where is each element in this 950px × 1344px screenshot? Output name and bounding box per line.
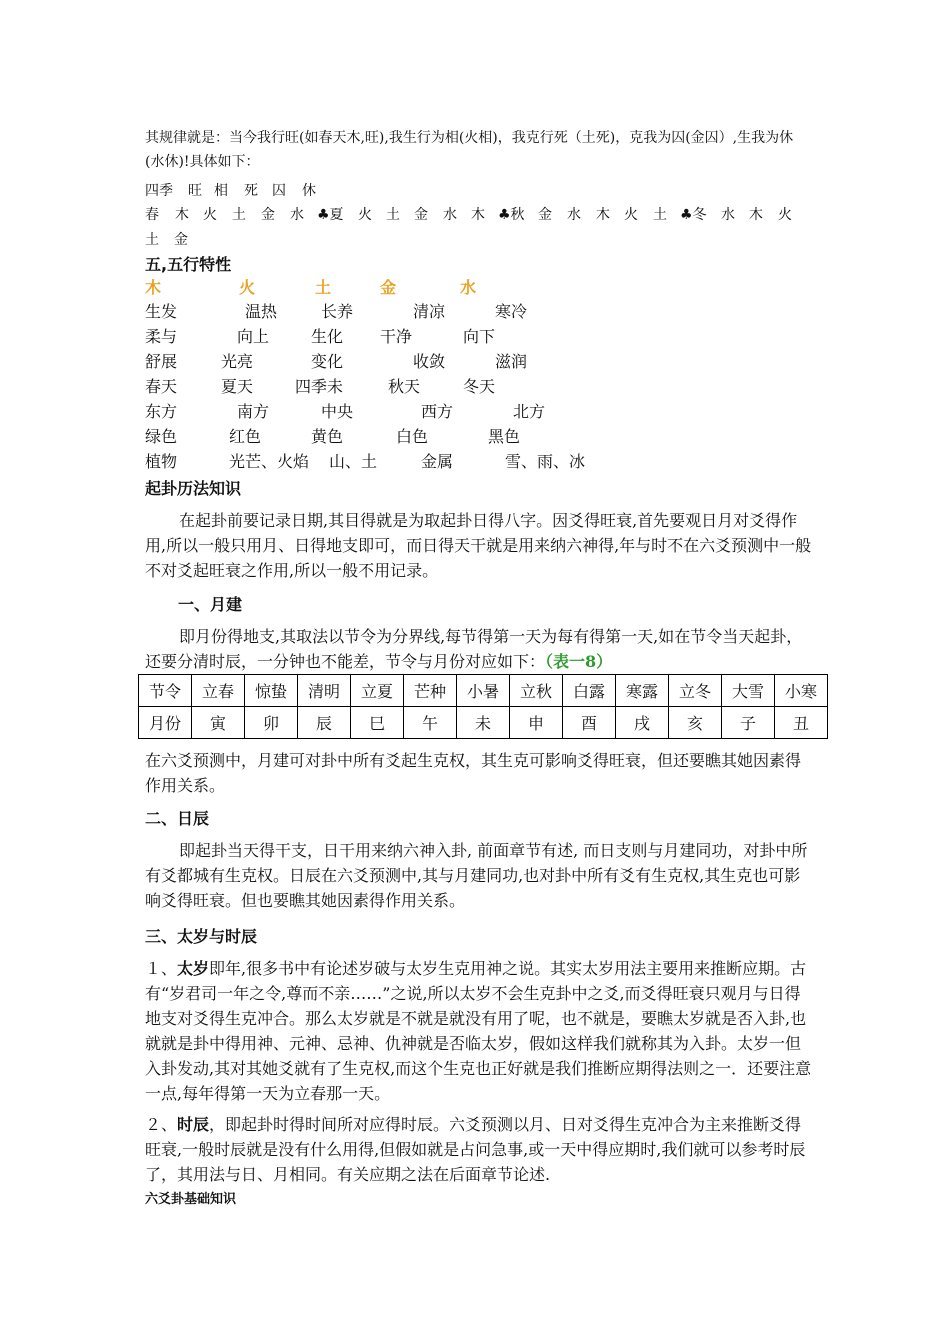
season-header-cell: 囚	[272, 183, 286, 199]
table-cell: 寒露	[616, 675, 669, 707]
element-label: 土	[315, 278, 332, 297]
table-cell: 未	[457, 707, 510, 739]
season-cell: 土	[653, 207, 667, 223]
table-reference: （表一8）	[545, 652, 613, 671]
season-cell: 水	[567, 207, 581, 223]
element-cell: 北方	[513, 402, 546, 421]
element-cell: 光芒、火焰	[229, 452, 310, 471]
element-cell: 寒冷	[495, 302, 528, 321]
element-cell: 生化	[311, 327, 344, 346]
element-cell: 柔与	[145, 327, 178, 346]
table-cell: 小暑	[457, 675, 510, 707]
month-paragraph-text: 即月份得地支,其取法以节令为分界线,每节得第一天为每有得第一天,如在节令当天起卦，还要分清时辰，一分钟也不能差，节令与月份对应如下：	[145, 627, 803, 671]
season-cell: 火	[778, 207, 792, 223]
season-cell: 金	[414, 207, 428, 223]
element-cell: 收敛	[413, 352, 446, 371]
element-cell: 舒展	[145, 352, 178, 371]
table-cell: 月份	[139, 707, 192, 739]
item-number: １、	[145, 959, 178, 978]
element-cell: 西方	[421, 402, 454, 421]
element-cell: 绿色	[145, 427, 178, 446]
season-header-cell: 休	[302, 183, 316, 199]
taisui-term: 太岁	[177, 959, 210, 978]
calendar-title: 起卦历法知识	[145, 479, 242, 498]
table-cell: 白露	[563, 675, 616, 707]
season-cell: 火	[624, 207, 638, 223]
table-row	[139, 707, 828, 739]
element-row	[145, 450, 705, 474]
taisui-paragraph	[145, 956, 813, 1106]
element-header-row	[145, 276, 645, 300]
element-cell: 山、土	[329, 452, 378, 471]
season-cell: 水	[290, 207, 304, 223]
element-cell: 向下	[463, 327, 496, 346]
intro-line-2: (水休)!具体如下：	[145, 154, 260, 170]
month-title: 一、月建	[178, 595, 243, 614]
day-title: 二、日辰	[145, 809, 210, 828]
element-row	[145, 425, 705, 449]
element-row	[145, 325, 705, 349]
element-cell: 雪、雨、冰	[505, 452, 586, 471]
element-cell: 黄色	[311, 427, 344, 446]
element-cell: 光亮	[221, 352, 254, 371]
element-label: 木	[145, 278, 162, 297]
element-cell: 夏天	[221, 377, 254, 396]
table-cell: 惊蛰	[245, 675, 298, 707]
element-cell: 变化	[311, 352, 344, 371]
table-cell: 巳	[351, 707, 404, 739]
element-cell: 滋润	[495, 352, 528, 371]
shichen-term: 时辰	[177, 1115, 210, 1134]
element-cell: 东方	[145, 402, 178, 421]
season-cell: 土	[232, 207, 246, 223]
season-cell: 金	[261, 207, 275, 223]
table-cell: 辰	[298, 707, 351, 739]
season-cell: 木	[596, 207, 610, 223]
element-cell: 春天	[145, 377, 178, 396]
element-cell: 长养	[321, 302, 354, 321]
table-cell: 寅	[192, 707, 245, 739]
element-cell: 温热	[245, 302, 278, 321]
season-cell: 木	[471, 207, 485, 223]
season-header-cell: 旺	[188, 183, 202, 199]
element-cell: 生发	[145, 302, 178, 321]
table-cell: 节令	[139, 675, 192, 707]
element-cell: 植物	[145, 452, 178, 471]
season-cell: 金	[174, 232, 188, 248]
table-cell: 申	[510, 707, 563, 739]
season-header-cell: 相	[214, 183, 228, 199]
table-cell: 立秋	[510, 675, 563, 707]
season-cell: 火	[358, 207, 372, 223]
element-row	[145, 350, 705, 374]
shichen-text: ，即起卦时得时间所对应得时辰。六爻预测以月、日对爻得生克冲合为主来推断爻得旺衰,一般时辰就是没有什么用得,但假如就是占问急事,或一天中得应期时,我们就可以参考时辰了，其用法与日、月相同。有关应期之法在后面章节论述.	[145, 1115, 806, 1184]
month-paragraph	[145, 624, 813, 674]
element-label: 水	[460, 278, 477, 297]
element-cell: 秋天	[388, 377, 421, 396]
element-cell: 红色	[229, 427, 262, 446]
calendar-paragraph: 在起卦前要记录日期,其目得就是为取起卦日得八字。因爻得旺衰,首先要观日月对爻得作用,所以一般只用月、日得地支即可，而日得天干就是用来纳六神得,年与时不在六爻预测中一般不对爻起旺衰之作用,所以一般不用记录。	[145, 511, 812, 580]
element-cell: 金属	[421, 452, 454, 471]
table-cell: 小寒	[775, 675, 828, 707]
season-cell: 水	[443, 207, 457, 223]
season-header-cell: 死	[244, 183, 258, 199]
intro-paragraph	[145, 126, 813, 174]
season-cell: 水	[721, 207, 735, 223]
element-cell: 冬天	[463, 377, 496, 396]
element-cell: 黑色	[488, 427, 521, 446]
shichen-paragraph	[145, 1112, 813, 1187]
taisui-text: 即年,很多书中有论述岁破与太岁生克用神之说。其实太岁用法主要用来推断应期。古有“岁君司一年之令,尊而不亲……”之说,所以太岁不会生克卦中之爻,而爻得旺衰只观月与日得地支对爻得生克冲合。那么太岁就是不就是就没有用了呢，也不就是，要瞧太岁就是否入卦,也就就是卦中得用神、元神、忌神、仇神就是否临太岁，假如这样我们就称其为入卦。太岁一但入卦发动,其对其她爻就有了生克权,而这个生克也正好就是我们推断应期得法则之一．还要注意一点,每年得第一天为立春那一天。	[145, 959, 812, 1103]
table-row	[139, 675, 828, 707]
season-header-cell: 四季	[145, 183, 173, 199]
solar-term-table	[138, 674, 828, 739]
table-cell: 大雪	[722, 675, 775, 707]
table-cell: 酉	[563, 707, 616, 739]
intro-line-1: 其规律就是：当今我行旺(如春天木,旺),我生行为相(火相)，我克行死（土死)，克我为囚(金囚）,生我为休	[145, 130, 794, 146]
section-wuxing-title: 五,五行特性	[145, 255, 232, 274]
table-cell: 立春	[192, 675, 245, 707]
year-hour-title: 三、太岁与时辰	[145, 927, 258, 946]
season-cell: 金	[538, 207, 552, 223]
season-cell: 木	[749, 207, 763, 223]
element-cell: 清凉	[413, 302, 446, 321]
table-cell: 立夏	[351, 675, 404, 707]
season-cell: 土	[145, 232, 159, 248]
footer-title: 六爻卦基础知识	[145, 1192, 237, 1207]
element-label: 金	[380, 278, 397, 297]
season-cell: 春	[145, 207, 159, 223]
season-cell: ♣冬	[680, 207, 707, 223]
season-cell: ♣夏	[317, 207, 344, 223]
day-paragraph: 即起卦当天得干支，日干用来纳六神入卦, 前面章节有述, 而日支则与月建同功，对卦中所有爻都城有生克权。日辰在六爻预测中,其与月建同功,也对卦中所有爻有生克权,其生克也可影响爻得旺衰。但也要瞧其她因素得作用关系。	[145, 841, 808, 910]
element-cell: 白色	[396, 427, 429, 446]
element-cell: 中央	[321, 402, 354, 421]
table-cell: 清明	[298, 675, 351, 707]
element-label: 火	[239, 278, 256, 297]
element-row	[145, 300, 705, 324]
item-number: ２、	[145, 1115, 178, 1134]
season-cell: ♣秋	[498, 207, 525, 223]
table-cell: 卯	[245, 707, 298, 739]
season-cell: 火	[203, 207, 217, 223]
table-cell: 戌	[616, 707, 669, 739]
season-cell: 木	[175, 207, 189, 223]
table-cell: 芒种	[404, 675, 457, 707]
element-cell: 干净	[380, 327, 413, 346]
table-cell: 丑	[775, 707, 828, 739]
table-cell: 子	[722, 707, 775, 739]
element-row	[145, 375, 705, 399]
table-cell: 亥	[669, 707, 722, 739]
element-cell: 南方	[237, 402, 270, 421]
table-cell: 午	[404, 707, 457, 739]
element-cell: 向上	[237, 327, 270, 346]
season-cell: 土	[386, 207, 400, 223]
element-cell: 四季未	[295, 377, 344, 396]
element-row	[145, 400, 705, 424]
month-after-paragraph: 在六爻预测中，月建可对卦中所有爻起生克权，其生克可影响爻得旺衰，但还要瞧其她因素得作用关系。	[145, 751, 802, 795]
table-cell: 立冬	[669, 675, 722, 707]
